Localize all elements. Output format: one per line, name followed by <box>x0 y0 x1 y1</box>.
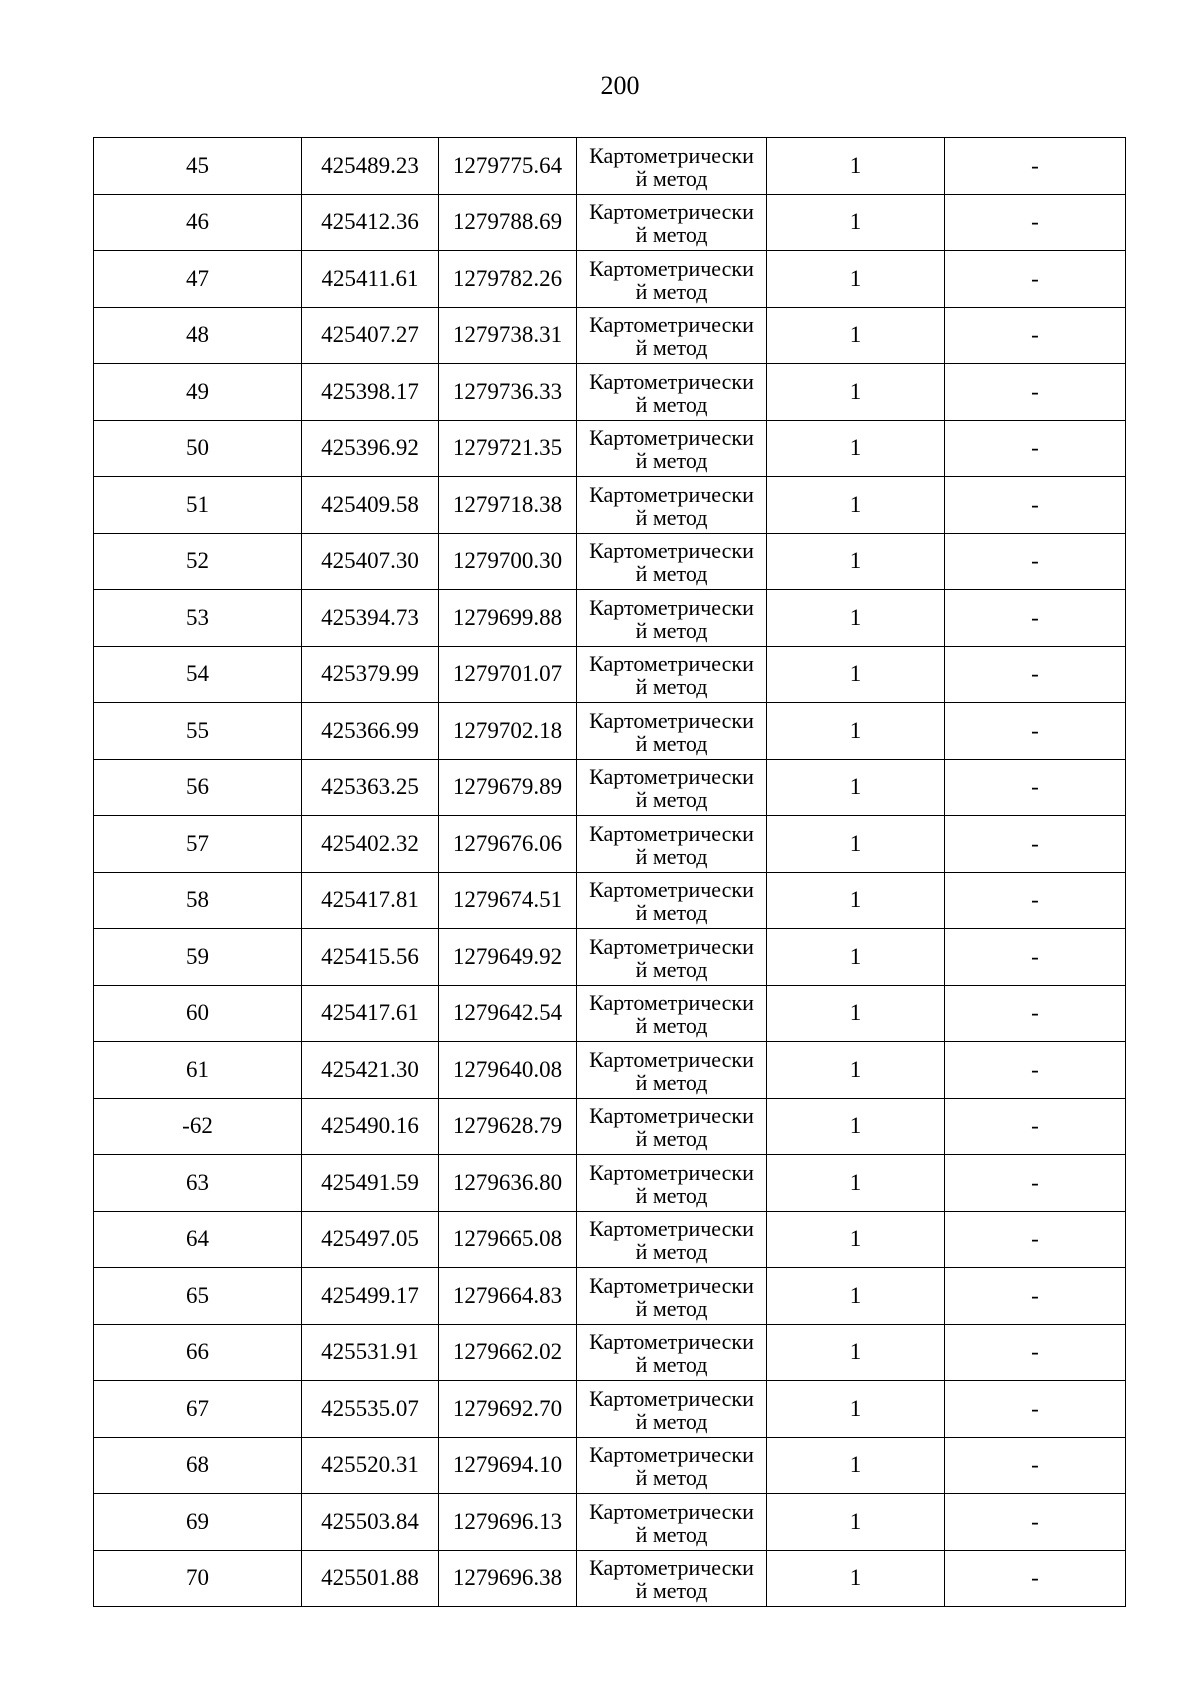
y-coordinate-cell: 1279662.02 <box>439 1324 577 1381</box>
accuracy-cell: 1 <box>767 759 945 816</box>
y-coordinate-cell: 1279696.13 <box>439 1494 577 1551</box>
accuracy-cell: 1 <box>767 590 945 647</box>
y-coordinate-cell: 1279700.30 <box>439 533 577 590</box>
method-text: Картометрически й метод <box>589 764 754 813</box>
table-row <box>94 1550 1126 1607</box>
note-cell: - <box>945 590 1126 647</box>
x-coordinate-cell: 425490.16 <box>302 1098 439 1155</box>
table-row <box>94 1268 1126 1325</box>
method-text: Картометрически й метод <box>589 425 754 474</box>
accuracy-cell: 1 <box>767 420 945 477</box>
table-row <box>94 307 1126 364</box>
x-coordinate-cell: 425366.99 <box>302 703 439 760</box>
method-text: Картометрически й метод <box>589 594 754 643</box>
method-text: Картометрически й метод <box>589 990 754 1039</box>
note-cell: - <box>945 307 1126 364</box>
method-cell <box>577 1042 767 1099</box>
accuracy-cell: 1 <box>767 703 945 760</box>
x-coordinate-cell: 425363.25 <box>302 759 439 816</box>
method-text: Картометрически й метод <box>589 1272 754 1321</box>
y-coordinate-cell: 1279649.92 <box>439 929 577 986</box>
accuracy-cell: 1 <box>767 251 945 308</box>
table-row <box>94 1324 1126 1381</box>
table-row <box>94 477 1126 534</box>
x-coordinate-cell: 425415.56 <box>302 929 439 986</box>
method-cell <box>577 1550 767 1607</box>
y-coordinate-cell: 1279738.31 <box>439 307 577 364</box>
table-row <box>94 759 1126 816</box>
accuracy-cell: 1 <box>767 1155 945 1212</box>
point-number-cell: 66 <box>94 1324 302 1381</box>
method-text: Картометрически й метод <box>589 368 754 417</box>
method-text: Картометрически й метод <box>589 1103 754 1152</box>
accuracy-cell: 1 <box>767 533 945 590</box>
table-row <box>94 194 1126 251</box>
method-cell <box>577 703 767 760</box>
method-cell <box>577 420 767 477</box>
point-number-cell: 57 <box>94 816 302 873</box>
note-cell: - <box>945 929 1126 986</box>
method-text: Картометрически й метод <box>589 1385 754 1434</box>
accuracy-cell: 1 <box>767 1550 945 1607</box>
table-row <box>94 533 1126 590</box>
y-coordinate-cell: 1279642.54 <box>439 985 577 1042</box>
point-number-cell: 56 <box>94 759 302 816</box>
point-number-cell: 45 <box>94 138 302 195</box>
method-cell <box>577 533 767 590</box>
y-coordinate-cell: 1279694.10 <box>439 1437 577 1494</box>
note-cell: - <box>945 1155 1126 1212</box>
method-cell <box>577 646 767 703</box>
accuracy-cell: 1 <box>767 138 945 195</box>
y-coordinate-cell: 1279628.79 <box>439 1098 577 1155</box>
x-coordinate-cell: 425379.99 <box>302 646 439 703</box>
point-number-cell: 70 <box>94 1550 302 1607</box>
y-coordinate-cell: 1279679.89 <box>439 759 577 816</box>
point-number-cell: -62 <box>94 1098 302 1155</box>
accuracy-cell: 1 <box>767 1381 945 1438</box>
x-coordinate-cell: 425499.17 <box>302 1268 439 1325</box>
x-coordinate-cell: 425531.91 <box>302 1324 439 1381</box>
table-row <box>94 646 1126 703</box>
method-cell <box>577 1155 767 1212</box>
point-number-cell: 65 <box>94 1268 302 1325</box>
table-row <box>94 872 1126 929</box>
note-cell: - <box>945 420 1126 477</box>
point-number-cell: 64 <box>94 1211 302 1268</box>
table-row <box>94 1098 1126 1155</box>
y-coordinate-cell: 1279736.33 <box>439 364 577 421</box>
x-coordinate-cell: 425520.31 <box>302 1437 439 1494</box>
x-coordinate-cell: 425407.27 <box>302 307 439 364</box>
method-text: Картометрически й метод <box>589 1046 754 1095</box>
note-cell: - <box>945 1324 1126 1381</box>
method-text: Картометрически й метод <box>589 199 754 248</box>
y-coordinate-cell: 1279674.51 <box>439 872 577 929</box>
note-cell: - <box>945 1437 1126 1494</box>
accuracy-cell: 1 <box>767 1437 945 1494</box>
x-coordinate-cell: 425402.32 <box>302 816 439 873</box>
y-coordinate-cell: 1279692.70 <box>439 1381 577 1438</box>
table-row <box>94 138 1126 195</box>
y-coordinate-cell: 1279699.88 <box>439 590 577 647</box>
point-number-cell: 50 <box>94 420 302 477</box>
x-coordinate-cell: 425398.17 <box>302 364 439 421</box>
x-coordinate-cell: 425417.61 <box>302 985 439 1042</box>
method-cell <box>577 138 767 195</box>
coordinates-table-body <box>94 138 1126 1607</box>
method-cell <box>577 1437 767 1494</box>
note-cell: - <box>945 1098 1126 1155</box>
y-coordinate-cell: 1279665.08 <box>439 1211 577 1268</box>
x-coordinate-cell: 425409.58 <box>302 477 439 534</box>
method-cell <box>577 1211 767 1268</box>
table-row <box>94 1042 1126 1099</box>
method-text: Картометрически й метод <box>589 255 754 304</box>
table-row <box>94 985 1126 1042</box>
note-cell: - <box>945 1550 1126 1607</box>
method-text: Картометрически й метод <box>589 877 754 926</box>
table-row <box>94 929 1126 986</box>
method-cell <box>577 1324 767 1381</box>
point-number-cell: 53 <box>94 590 302 647</box>
method-cell <box>577 816 767 873</box>
table-row <box>94 1381 1126 1438</box>
accuracy-cell: 1 <box>767 1211 945 1268</box>
x-coordinate-cell: 425394.73 <box>302 590 439 647</box>
method-text: Картометрически й метод <box>589 1216 754 1265</box>
note-cell: - <box>945 872 1126 929</box>
point-number-cell: 48 <box>94 307 302 364</box>
accuracy-cell: 1 <box>767 1042 945 1099</box>
y-coordinate-cell: 1279782.26 <box>439 251 577 308</box>
method-cell <box>577 590 767 647</box>
note-cell: - <box>945 194 1126 251</box>
accuracy-cell: 1 <box>767 1494 945 1551</box>
table-row <box>94 1155 1126 1212</box>
x-coordinate-cell: 425417.81 <box>302 872 439 929</box>
note-cell: - <box>945 1381 1126 1438</box>
note-cell: - <box>945 477 1126 534</box>
x-coordinate-cell: 425407.30 <box>302 533 439 590</box>
table-row <box>94 420 1126 477</box>
note-cell: - <box>945 1494 1126 1551</box>
accuracy-cell: 1 <box>767 1324 945 1381</box>
method-text: Картометрически й метод <box>589 312 754 361</box>
y-coordinate-cell: 1279721.35 <box>439 420 577 477</box>
point-number-cell: 51 <box>94 477 302 534</box>
note-cell: - <box>945 1268 1126 1325</box>
point-number-cell: 55 <box>94 703 302 760</box>
point-number-cell: 58 <box>94 872 302 929</box>
note-cell: - <box>945 646 1126 703</box>
accuracy-cell: 1 <box>767 929 945 986</box>
accuracy-cell: 1 <box>767 646 945 703</box>
point-number-cell: 52 <box>94 533 302 590</box>
note-cell: - <box>945 251 1126 308</box>
note-cell: - <box>945 703 1126 760</box>
note-cell: - <box>945 533 1126 590</box>
point-number-cell: 47 <box>94 251 302 308</box>
method-text: Картометрически й метод <box>589 481 754 530</box>
point-number-cell: 61 <box>94 1042 302 1099</box>
y-coordinate-cell: 1279640.08 <box>439 1042 577 1099</box>
note-cell: - <box>945 985 1126 1042</box>
method-text: Картометрически й метод <box>589 820 754 869</box>
y-coordinate-cell: 1279636.80 <box>439 1155 577 1212</box>
point-number-cell: 46 <box>94 194 302 251</box>
accuracy-cell: 1 <box>767 194 945 251</box>
coordinates-table <box>93 137 1126 1607</box>
point-number-cell: 68 <box>94 1437 302 1494</box>
method-text: Картометрически й метод <box>589 1555 754 1604</box>
accuracy-cell: 1 <box>767 985 945 1042</box>
x-coordinate-cell: 425421.30 <box>302 1042 439 1099</box>
method-text: Картометрически й метод <box>589 142 754 191</box>
x-coordinate-cell: 425535.07 <box>302 1381 439 1438</box>
method-cell <box>577 194 767 251</box>
y-coordinate-cell: 1279676.06 <box>439 816 577 873</box>
method-cell <box>577 872 767 929</box>
point-number-cell: 69 <box>94 1494 302 1551</box>
table-row <box>94 364 1126 421</box>
accuracy-cell: 1 <box>767 364 945 421</box>
x-coordinate-cell: 425489.23 <box>302 138 439 195</box>
y-coordinate-cell: 1279696.38 <box>439 1550 577 1607</box>
method-text: Картометрически й метод <box>589 1442 754 1491</box>
method-text: Картометрически й метод <box>589 933 754 982</box>
point-number-cell: 63 <box>94 1155 302 1212</box>
table-row <box>94 816 1126 873</box>
x-coordinate-cell: 425497.05 <box>302 1211 439 1268</box>
method-cell <box>577 1494 767 1551</box>
method-cell <box>577 929 767 986</box>
page-number: 200 <box>600 71 640 100</box>
x-coordinate-cell: 425501.88 <box>302 1550 439 1607</box>
method-text: Картометрически й метод <box>589 651 754 700</box>
table-row <box>94 703 1126 760</box>
method-text: Картометрически й метод <box>589 1498 754 1547</box>
note-cell: - <box>945 364 1126 421</box>
point-number-cell: 49 <box>94 364 302 421</box>
accuracy-cell: 1 <box>767 1268 945 1325</box>
table-row <box>94 1211 1126 1268</box>
note-cell: - <box>945 759 1126 816</box>
accuracy-cell: 1 <box>767 477 945 534</box>
note-cell: - <box>945 138 1126 195</box>
y-coordinate-cell: 1279718.38 <box>439 477 577 534</box>
accuracy-cell: 1 <box>767 816 945 873</box>
method-text: Картометрически й метод <box>589 538 754 587</box>
note-cell: - <box>945 1042 1126 1099</box>
x-coordinate-cell: 425412.36 <box>302 194 439 251</box>
x-coordinate-cell: 425491.59 <box>302 1155 439 1212</box>
accuracy-cell: 1 <box>767 872 945 929</box>
y-coordinate-cell: 1279664.83 <box>439 1268 577 1325</box>
point-number-cell: 60 <box>94 985 302 1042</box>
method-cell <box>577 1098 767 1155</box>
accuracy-cell: 1 <box>767 307 945 364</box>
method-cell <box>577 1268 767 1325</box>
method-text: Картометрически й метод <box>589 1159 754 1208</box>
point-number-cell: 59 <box>94 929 302 986</box>
note-cell: - <box>945 1211 1126 1268</box>
method-cell <box>577 477 767 534</box>
point-number-cell: 54 <box>94 646 302 703</box>
table-row <box>94 1437 1126 1494</box>
method-cell <box>577 251 767 308</box>
method-cell <box>577 364 767 421</box>
method-cell <box>577 985 767 1042</box>
method-cell <box>577 307 767 364</box>
table-row <box>94 251 1126 308</box>
method-text: Картометрически й метод <box>589 707 754 756</box>
y-coordinate-cell: 1279702.18 <box>439 703 577 760</box>
method-cell <box>577 1381 767 1438</box>
table-row <box>94 590 1126 647</box>
x-coordinate-cell: 425503.84 <box>302 1494 439 1551</box>
table-row <box>94 1494 1126 1551</box>
accuracy-cell: 1 <box>767 1098 945 1155</box>
method-cell <box>577 759 767 816</box>
note-cell: - <box>945 816 1126 873</box>
x-coordinate-cell: 425411.61 <box>302 251 439 308</box>
y-coordinate-cell: 1279788.69 <box>439 194 577 251</box>
point-number-cell: 67 <box>94 1381 302 1438</box>
method-text: Картометрически й метод <box>589 1329 754 1378</box>
y-coordinate-cell: 1279775.64 <box>439 138 577 195</box>
x-coordinate-cell: 425396.92 <box>302 420 439 477</box>
y-coordinate-cell: 1279701.07 <box>439 646 577 703</box>
